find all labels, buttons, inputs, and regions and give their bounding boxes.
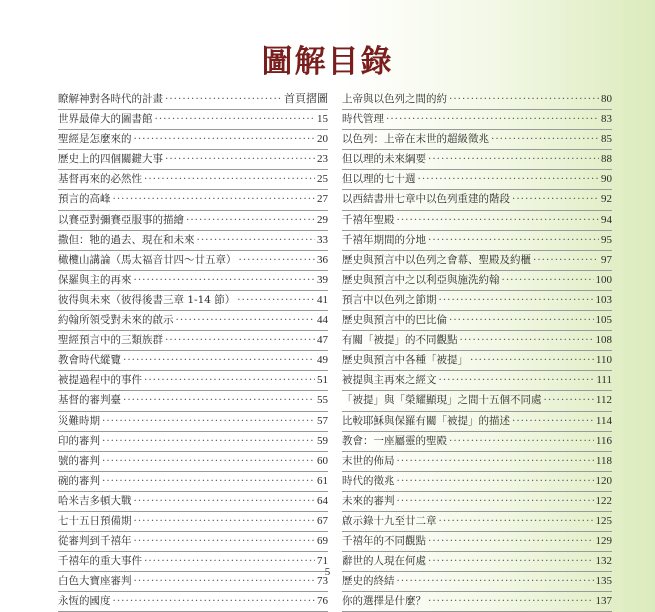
toc-entry-page: 44 — [317, 314, 328, 327]
toc-entry-page: 23 — [317, 153, 328, 166]
toc-entry-page: 49 — [317, 354, 328, 367]
toc-entry-title: 保羅與主的再來 — [58, 273, 132, 286]
toc-entry[interactable] — [58, 331, 328, 351]
dot-leader — [512, 412, 594, 430]
dot-leader — [239, 251, 316, 269]
dot-leader — [144, 170, 315, 188]
dot-leader — [176, 311, 316, 329]
toc-entry-title: 時代管理 — [342, 113, 384, 126]
toc-entry-page: 85 — [601, 133, 612, 146]
dot-leader — [144, 371, 315, 389]
toc-entry-title: 聖經是怎麼來的 — [58, 133, 132, 146]
toc-entry-page: 71 — [317, 555, 328, 568]
toc-entry-title: 從審判到千禧年 — [58, 535, 132, 548]
toc-entry-title: 你的選擇是什麼？ — [342, 595, 426, 608]
toc-entry[interactable] — [58, 472, 328, 492]
toc-entry-title: 千禧年的重大事件 — [58, 555, 142, 568]
toc-entry[interactable] — [342, 251, 612, 271]
dot-leader — [155, 110, 316, 128]
toc-entry[interactable] — [58, 150, 328, 170]
dot-leader — [460, 331, 594, 349]
toc-entry-title: 預言的高峰 — [58, 193, 111, 206]
toc-entry[interactable] — [342, 432, 612, 452]
toc-entry-title: 以西結書卅七章中以色列重建的階段 — [342, 193, 510, 206]
toc-entry[interactable] — [58, 190, 328, 210]
toc-entry-title: 但以理的未來綱要 — [342, 153, 426, 166]
toc-entry-title: 歷史與預言中以色列之會幕、聖殿及約櫃 — [342, 253, 531, 266]
toc-entry-title: 千禧年期間的分地 — [342, 233, 426, 246]
toc-entry-title: 啟示錄十九至廿二章 — [342, 514, 437, 527]
toc-entry[interactable] — [342, 512, 612, 532]
toc-entry-page: 108 — [595, 334, 612, 347]
toc-entry[interactable] — [58, 432, 328, 452]
dot-leader — [123, 391, 315, 409]
toc-entry[interactable] — [342, 452, 612, 472]
toc-entry[interactable] — [58, 592, 328, 612]
toc-entry-page: 132 — [595, 555, 612, 568]
dot-leader — [428, 592, 594, 610]
toc-entry-page: 83 — [601, 113, 612, 126]
toc-entry[interactable] — [58, 271, 328, 291]
toc-entry[interactable] — [58, 291, 328, 311]
toc-entry-page: 25 — [317, 173, 328, 186]
toc-entry-title: 未來的審判 — [342, 494, 395, 507]
toc-entry[interactable] — [58, 512, 328, 532]
toc-entry[interactable] — [342, 391, 612, 411]
toc-entry-page: 100 — [595, 273, 612, 286]
toc-entry-page: 90 — [601, 173, 612, 186]
page-number: 5 — [324, 566, 331, 578]
toc-entry-title: 號的審判 — [58, 454, 100, 467]
dot-leader — [397, 452, 594, 470]
dot-leader — [449, 311, 594, 329]
toc-entry-page: 69 — [317, 535, 328, 548]
toc-entry[interactable] — [58, 391, 328, 411]
toc-entry[interactable] — [58, 412, 328, 432]
toc-entry-title: 歷史的終結 — [342, 575, 395, 588]
toc-entry-title: 約翰所領受對未來的啟示 — [58, 314, 174, 327]
toc-entry-page: 135 — [595, 575, 612, 588]
toc-entry-title: 歷史與預言中的巴比倫 — [342, 314, 447, 327]
toc-entry-page: 137 — [595, 595, 612, 608]
dot-leader — [134, 512, 316, 530]
dot-leader — [113, 190, 316, 208]
toc-entry-page: 73 — [317, 575, 328, 588]
toc-entry-page: 94 — [601, 213, 612, 226]
toc-left-column — [58, 90, 328, 612]
dot-leader — [533, 251, 599, 269]
toc-entry-page: 29 — [317, 213, 328, 226]
toc-entry-title: 永恆的國度 — [58, 595, 111, 608]
toc-entry-title: 但以理的七十週 — [342, 173, 416, 186]
toc-entry-page: 97 — [601, 253, 612, 266]
toc-right-column — [342, 90, 612, 612]
toc-entry-page: 36 — [317, 253, 328, 266]
dot-leader — [439, 291, 594, 309]
toc-entry-page: 129 — [595, 535, 612, 548]
dot-leader — [439, 512, 594, 530]
toc-entry-page: 120 — [595, 474, 612, 487]
toc-entry-title: 歷史與預言中各種「被提」 — [342, 354, 468, 367]
toc-entry-title: 基督的審判臺 — [58, 394, 121, 407]
dot-leader — [102, 472, 315, 490]
toc-entry-page: 125 — [595, 514, 612, 527]
toc-entry-page: 61 — [317, 474, 328, 487]
toc-entry-title: 有關「被提」的不同觀點 — [342, 334, 458, 347]
toc-entry[interactable] — [58, 211, 328, 231]
toc-entry-page: 116 — [595, 434, 612, 447]
toc-entry-title: 辭世的人現在何處 — [342, 555, 426, 568]
toc-entry-page: 20 — [317, 133, 328, 146]
dot-leader — [186, 211, 315, 229]
toc-entry-title: 聖經預言中的三類族群 — [58, 334, 163, 347]
toc-entry-title: 被提與主再來之經文 — [342, 374, 437, 387]
toc-entry-title: 碗的審判 — [58, 474, 100, 487]
dot-leader — [491, 130, 599, 148]
toc-entry[interactable] — [58, 251, 328, 271]
toc-entry[interactable] — [342, 150, 612, 170]
toc-entry[interactable] — [58, 492, 328, 512]
toc-entry[interactable] — [342, 110, 612, 130]
toc-entry-page: 114 — [595, 414, 612, 427]
toc-entry[interactable] — [342, 532, 612, 552]
toc-entry-page: 27 — [317, 193, 328, 206]
toc-entry[interactable] — [342, 472, 612, 492]
toc-entry[interactable] — [58, 130, 328, 150]
toc-entry-page: 110 — [595, 354, 612, 367]
toc-entry-title: 千禧年聖殿 — [342, 213, 395, 226]
dot-leader — [134, 492, 316, 510]
toc-entry[interactable] — [58, 90, 328, 110]
toc-entry[interactable] — [342, 130, 612, 150]
toc-entry-title: 彼得與未來（彼得後書三章 1-14 節） — [58, 293, 236, 306]
toc-entry-page: 112 — [595, 394, 612, 407]
dot-leader — [428, 231, 599, 249]
toc-entry[interactable] — [58, 371, 328, 391]
dot-leader — [397, 211, 600, 229]
toc-entry[interactable] — [342, 190, 612, 210]
toc-entry[interactable] — [342, 351, 612, 371]
toc-entry-page: 76 — [317, 595, 328, 608]
toc-entry[interactable] — [58, 311, 328, 331]
toc-entry[interactable] — [342, 291, 612, 311]
dot-leader — [237, 291, 315, 309]
toc-entry-title: 以賽亞對彌賽亞服事的描繪 — [58, 213, 184, 226]
toc-entry-title: 白色大寶座審判 — [58, 575, 132, 588]
toc-entry[interactable] — [58, 231, 328, 251]
toc-entry-page: 39 — [317, 273, 328, 286]
toc-entry-title: 教會時代縱覽 — [58, 354, 121, 367]
dot-leader — [397, 472, 594, 490]
toc-entry-page: 80 — [601, 93, 612, 105]
toc-entry-page: 47 — [317, 334, 328, 347]
toc-entry[interactable] — [342, 271, 612, 291]
toc-entry-page: 41 — [317, 293, 328, 306]
dot-leader — [470, 351, 594, 369]
toc-entry-page: 122 — [595, 494, 612, 507]
toc-entry-title: 基督再來的必然性 — [58, 173, 142, 186]
dot-leader — [102, 452, 315, 470]
toc-entry-page: 51 — [317, 374, 328, 387]
toc-entry[interactable] — [342, 412, 612, 432]
dot-leader — [165, 150, 315, 168]
dot-leader — [165, 90, 282, 108]
dot-leader — [134, 271, 316, 289]
dot-leader — [428, 150, 599, 168]
dot-leader — [449, 432, 594, 450]
toc-entry-page: 15 — [317, 113, 328, 126]
toc-entry-title: 撒但：牠的過去、現在和未來 — [58, 233, 195, 246]
toc-entry[interactable] — [58, 351, 328, 371]
dot-leader — [386, 110, 599, 128]
toc-entry[interactable] — [342, 492, 612, 512]
toc-entry-page: 64 — [317, 494, 328, 507]
toc-entry-title: 末世的佈局 — [342, 454, 395, 467]
dot-leader — [123, 351, 315, 369]
dot-leader — [512, 190, 599, 208]
toc-entry-title: 千禧年的不同觀點 — [342, 535, 426, 548]
toc-entry-title: 七十五日預備期 — [58, 514, 132, 527]
dot-leader — [428, 532, 594, 550]
toc-entry-title: 災難時期 — [58, 414, 100, 427]
dot-leader — [134, 532, 316, 550]
toc-entry-title: 時代的徵兆 — [342, 474, 395, 487]
toc-entry-title: 比較耶穌與保羅有關「被提」的描述 — [342, 414, 510, 427]
page-title: 圖解目錄 — [261, 44, 394, 80]
dot-leader — [544, 391, 594, 409]
dot-leader — [113, 592, 316, 610]
toc-entry-title: 哈米吉多頓大戰 — [58, 494, 132, 507]
toc-entry[interactable] — [342, 231, 612, 251]
toc-entry[interactable] — [342, 90, 612, 110]
toc-entry[interactable] — [58, 170, 328, 190]
toc-entry-page: 33 — [317, 233, 328, 246]
toc-entry[interactable] — [342, 211, 612, 231]
toc-entry-page: 118 — [595, 454, 612, 467]
toc-entry-page: 111 — [596, 374, 612, 387]
toc-entry-title: 被提過程中的事件 — [58, 374, 142, 387]
toc-entry-title: 印的審判 — [58, 434, 100, 447]
dot-leader — [502, 271, 594, 289]
toc-entry-page: 57 — [317, 414, 328, 427]
toc-entry-page: 59 — [317, 434, 328, 447]
toc-entry-page: 95 — [601, 233, 612, 246]
toc-entry-page: 67 — [317, 514, 328, 527]
toc-entry-page: 60 — [317, 454, 328, 467]
toc-entry-title: 「被提」與「榮耀顯現」之間十五個不同處 — [342, 394, 542, 407]
toc-entry-page: 88 — [601, 153, 612, 166]
toc-entry[interactable] — [342, 592, 612, 612]
toc-entry-title: 教會：一座屬靈的聖殿 — [342, 434, 447, 447]
dot-leader — [449, 90, 599, 108]
toc-entry-page: 105 — [595, 314, 612, 327]
dot-leader — [134, 130, 316, 148]
toc-entry-title: 瞭解神對各時代的計畫 — [58, 93, 163, 105]
toc-entry-title: 以色列：上帝在末世的超級徵兆 — [342, 133, 489, 146]
toc-entry-title: 世界最偉大的圖書館 — [58, 113, 153, 126]
toc-entry-page: 92 — [601, 193, 612, 206]
toc-entry[interactable] — [342, 311, 612, 331]
toc-entry-title: 歷史與預言中之以利亞與施洗約翰 — [342, 273, 500, 286]
dot-leader — [165, 331, 315, 349]
toc-entry[interactable] — [342, 331, 612, 351]
toc-entry-page: 55 — [317, 394, 328, 407]
dot-leader — [397, 492, 594, 510]
toc-entry[interactable] — [58, 532, 328, 552]
toc-entry[interactable] — [58, 452, 328, 472]
dot-leader — [418, 170, 600, 188]
dot-leader — [102, 432, 315, 450]
toc-entry[interactable] — [342, 371, 612, 391]
toc-entry-page: 103 — [595, 293, 612, 306]
toc-entry[interactable] — [58, 110, 328, 130]
toc-entry-title: 上帝與以色列之間的約 — [342, 93, 447, 105]
toc-entry[interactable] — [342, 170, 612, 190]
toc-entry-page: 首頁摺圖 — [284, 93, 328, 105]
dot-leader — [439, 371, 595, 389]
toc-entry-title: 預言中以色列之節期 — [342, 293, 437, 306]
toc-entry-title: 橄欖山講論（馬太福音廿四～廿五章） — [58, 253, 237, 266]
dot-leader — [197, 231, 316, 249]
toc-entry-title: 歷史上的四個關鍵大事 — [58, 153, 163, 166]
dot-leader — [102, 412, 315, 430]
